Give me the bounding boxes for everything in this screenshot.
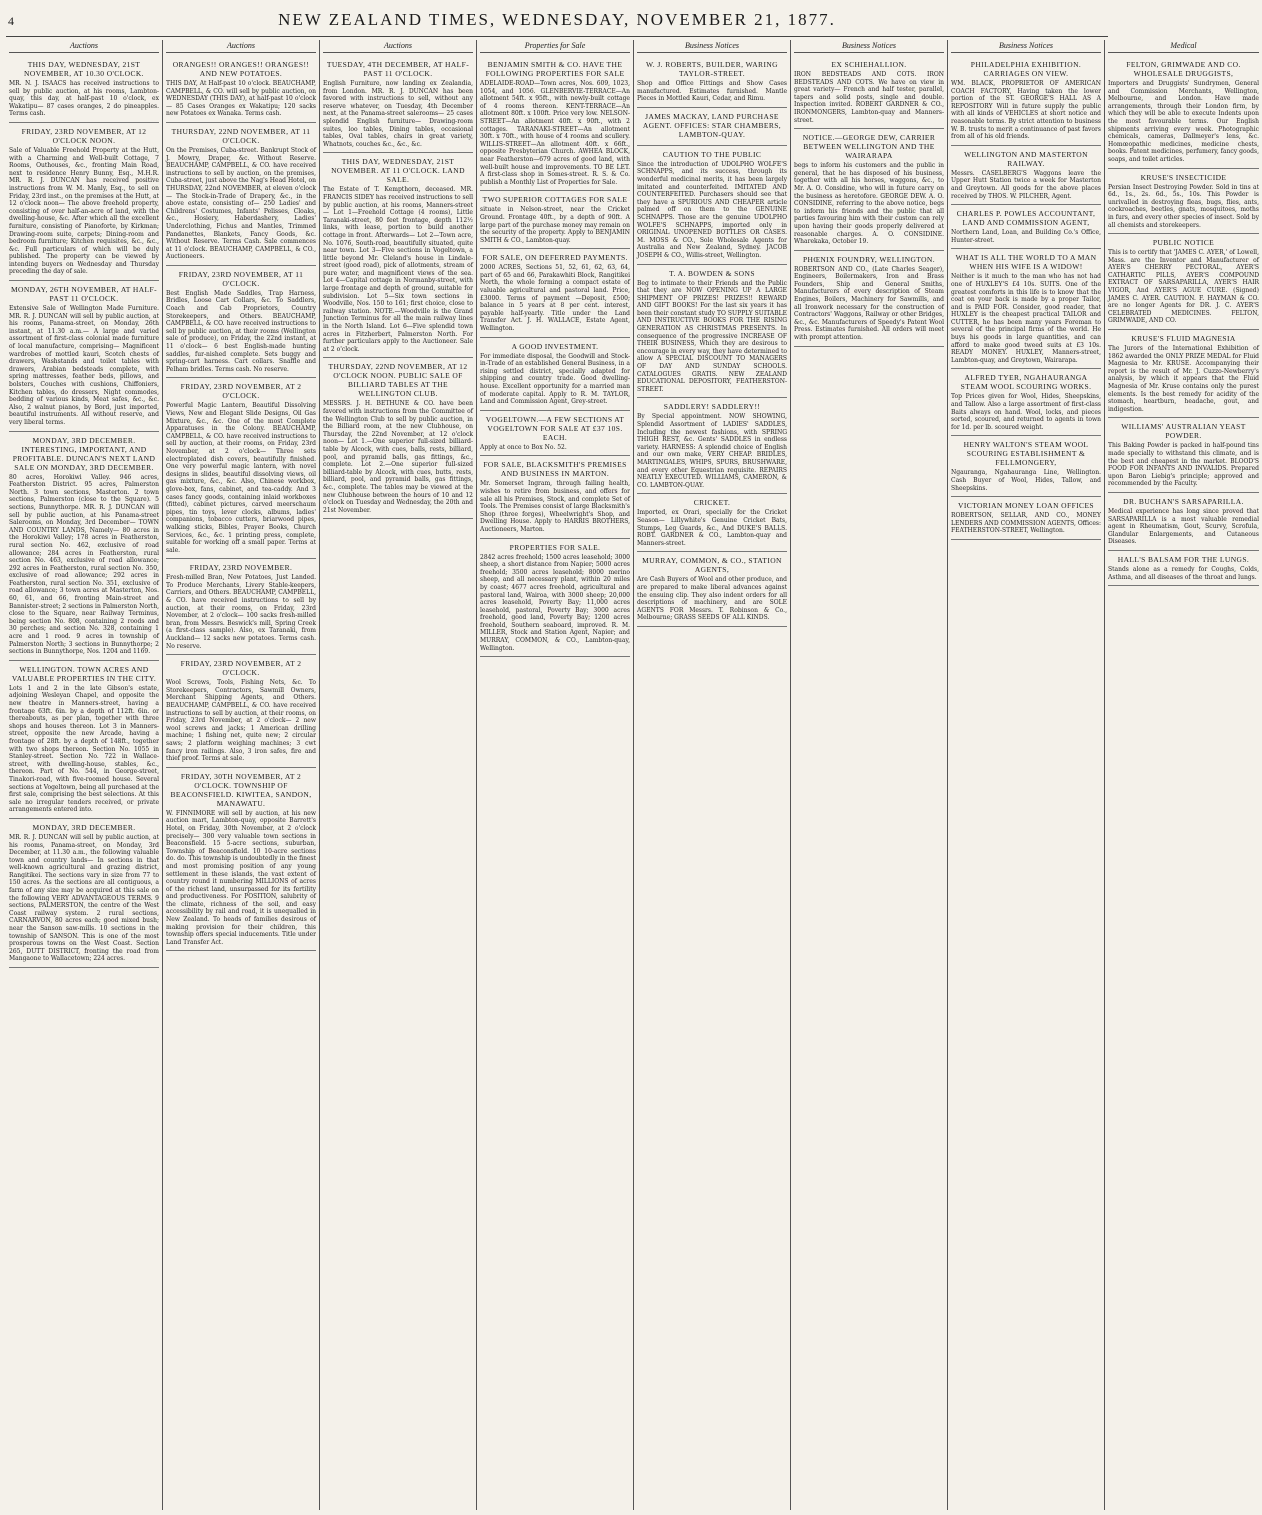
advertisement-body: By Special appointment. NOW SHOWING, Splendid Assortment of LADIES' SADDLES, Including the newest fashions, with SPRING THIGH REST, &c. Gents' SADDLES in endless variety. HARNESS: A splendid choice of English and our own make, VERY CHEAP. BRIDLES, MARTINGALES, WHIPS, SPURS, BRUSHWARE, and every other Equestrian requisite. REPAIRS NEATLY EXECUTED. WILLIAMS, CAMERON, & CO. LAMBTON-QUAY. (637, 413, 787, 489)
advertisement (480, 411, 630, 457)
advertisement (951, 205, 1101, 249)
columns-container (6, 40, 1259, 1510)
column-heading: Business Notices (637, 40, 787, 53)
advertisement (951, 249, 1101, 369)
advertisement-body: Are Cash Buyers of Wool and other produce, and are prepared to make liberal advances against the ensuing clip. They also indent orders for all descriptions of machinery, and are SOLE AGENTS FOR Messrs. T. Robinson & Co., Melbourne; GRASS SEEDS OF ALL KINDS. (637, 576, 787, 622)
advertisement-title: WELLINGTON AND MASTERTON RAILWAY. (964, 149, 1088, 168)
advertisement-title: T. A. BOWDEN & SONS (669, 268, 755, 278)
advertisement-title: FOR SALE, ON DEFERRED PAYMENTS. (482, 253, 628, 263)
column-heading: Auctions (9, 40, 159, 53)
advertisement-title: FRIDAY, 23RD NOVEMBER. (189, 563, 293, 573)
advertisement-body: Persian Insect Destroying Powder. Sold in tins at 6d., 1s., 2s. 6d., 5s., 10s. This Powder is unrivalled in destroying fleas, bugs, flies, ants, cockroaches, beetles, gnats, mosquitoes, moths in furs, and every other species of insect. Sold by all chemists and storekeepers. (1108, 183, 1259, 229)
advertisement-body: Beg to intimate to their Friends and the Public that they are NOW OPENING UP A LARGE SHIPMENT OF PRIZES! PRIZES!! REWARD AND GIFT BOOKS! For the last six years it has been their constant study TO SUPPLY SUITABLE AND INSTRUCTIVE BOOKS FOR THE RISING GENERATION AS CHRISTMAS PRESENTS. In consequence of the progressive INCREASE OF THEIR BUSINESS, Which they are desirous to encourage in every way, they have determined to allow A SPECIAL DISCOUNT TO MANAGERS OF DAY AND SUNDAY SCHOOLS. CATALOGUES GRATIS. NEW ZEALAND EDUCATIONAL DEPOSITORY, FEATHERSTON-STREET. (637, 279, 787, 393)
advertisement-title: PUBLIC NOTICE (1152, 238, 1215, 248)
advertisement (637, 494, 787, 552)
advertisement-title: CRICKET. (693, 498, 731, 508)
advertisement (794, 56, 944, 129)
advertisement-title: MONDAY, 3RD DECEMBER. INTERESTING, IMPORTANT, AND PROFITABLE. DUNCAN'S NEXT LAND SALE ON MONDAY, 3RD DECEMBER. (12, 435, 156, 472)
advertisement-title: TUESDAY, 4TH DECEMBER, AT HALF-PAST 11 O'CLOCK. (326, 60, 470, 78)
advertisement (951, 497, 1101, 540)
advertisement-body: MR. R. J. DUNCAN will sell by public auction, at his rooms, Panama-street, on Monday, 3rd December, at 11.30 a.m., the following valuable town and country lands— In sections in that well-known agricultural and grazing district, Rangitikei. The sections vary in size from 77 to 150 acres. As the sections are all contiguous, a farm of any size may be acquired at this sale on the following VERY ADVANTAGEOUS TERMS. 9 sections, PALMERSTON, the centre of the West Coast railway system. 2 rural sections, CARNARVON, 80 acres each; good mixed bush; near the Sanson saw-mills. 10 sections in the township of SANSON. This is one of the most prosperous towns on the West Coast. Section 265, DUTT DISTRICT, fronting the road from Mangaone to Wallacetown; 224 acres. (9, 833, 159, 963)
advertisement (9, 56, 159, 123)
advertisement (166, 768, 316, 952)
advertisement (166, 266, 316, 379)
advertisement-title: MONDAY, 3RD DECEMBER. (32, 822, 136, 832)
advertisement (951, 146, 1101, 205)
advertisement-body: MESSRS. J. H. BETHUNE & CO. have been favored with instructions from the Committee of the Wellington Club to sell by public auction, in the Billiard room, at the new Clubhouse, on Thursday, the 22nd November, at 12 o'clock noon— Lot 1.—One superior full-sized billiard-table by Alcock, with cues, balls, rests, billiard, pool, and pyramid balls, gas fittings, &c., complete. Lot 2.—One superior full-sized billiard-table by Alcock, with cues, butts, rests, billiard, pool, and pyramid balls, gas fittings, &c., complete. The tables may be viewed at the new Clubhouse between the hours of 10 and 12 o'clock on Tuesday and Wednesday, the 20th and 21st November. (323, 400, 473, 514)
advertisement (166, 123, 316, 266)
advertisement (637, 265, 787, 399)
advertisement (637, 56, 787, 108)
advertisement-body: Importers and Druggists' Sundrymen, General and Commission Merchants, Wellington, Melbourne, and London. Have made arrangements, through their London firm, by which they will be able to execute Indents upon the most favourable terms. Our English shipments arriving every week. Photographic chemicals, cameras, Dallmeyer's lens, &c. Homœopathic medicines, medicine chests, books. Patent medicines, perfumery, fancy goods, soaps, and toilet articles. (1108, 80, 1259, 163)
advertisement (480, 338, 630, 411)
masthead-rule (6, 36, 1108, 37)
advertisement-title: MONDAY, 26TH NOVEMBER, AT HALF-PAST 11 O'CLOCK. (10, 285, 158, 304)
column-8 (1105, 40, 1262, 1510)
advertisement-title: FRIDAY, 23RD NOVEMBER, AT 2 O'CLOCK. (180, 659, 302, 678)
advertisement (9, 432, 159, 661)
advertisement (323, 358, 473, 519)
column-4 (477, 40, 634, 1510)
advertisement-title: SADDLERY! SADDLERY!! (663, 402, 761, 412)
advertisement-body: 2000 ACRES, Sections 51, 52, 61, 62, 63, 64, part of 65 and 66, Parakawhiti Block, Rangitikei North, the whole forming a compact estate of valuable agricultural and pastoral land. Price, £3000. Terms of payment —Deposit, £500; balance in 5 years at 8 per cent. interest, payable half-yearly. Title under the Land Transfer Act. J. H. WALLACE, Estate Agent, Wellington. (480, 264, 630, 333)
advertisement-body: 80 acres, Horokiwi Valley. 946 acres, Featherston District. 95 acres, Palmerston North. 3 town sections, Masterton. 2 town sections, Palmerston (close to the Square). 5 sections, Bunnythorpe. MR. R. J. DUNCAN will sell by public auction, at his Panama-street Salerooms, on Monday, 3rd December— TOWN AND COUNTRY LANDS, Namely— 80 acres in the Horokiwi Valley; 178 acres in Featherston, rural section No. 462, exclusive of road allowance; 284 acres in Featherston, rural section No. 463, exclusive of road allowance; 292 acres in Featherston, rural section No. 350, exclusive of road allowance; 292 acres in Featherston, rural section No. 351, exclusive of road allowance; 3 town acres at Masterton, Nos. 60, 61, and 66, fronting Main-street and Bannister-street; 2 sections in Palmerston North, close to the Square, near Railway Terminus, being section No. 808, containing 2 roods and 30 perches; and section No. 328, containing 1 acre and 1 rood. 9 acres in township of Palmerston North; 3 sections in Bunnythorpe; 2 sections in Bunnythorpe, Nos. 1204 and 1169. (9, 473, 159, 656)
advertisement (480, 56, 630, 191)
advertisement-title: TWO SUPERIOR COTTAGES FOR SALE (482, 195, 628, 205)
advertisement (480, 456, 630, 538)
column-heading: Properties for Sale (480, 40, 630, 53)
advertisement-body: Messrs. CASELBERG'S Waggons leave the Upper Hutt Station twice a week for Masterton and Greytown. All goods for the above places received by THOS. W. PILCHER, Agent. (951, 169, 1101, 200)
advertisement-body: On the Premises, Cuba-street. Bankrupt Stock of J. Mowry, Draper, &c. Without Reserve. BEAUCHAMP, CAMPBELL, & CO. have received instructions to sell by auction, on the premises, Cuba-street, just above the Nag's Head Hotel, on THURSDAY, 22nd NOVEMBER, at eleven o'clock— The Stock-in-Trade of Drapery, &c., in the above estate, consisting of— 250 Ladies' and Childrens' Costumes, Infants' Pelisses, Cloaks, &c., Hosiery, Haberdashery, Ladies' Underclothing, Fichus and Mantles, Trimmed Pandanettes, Blankets, Fancy Goods, &c. Without Reserve. Terms Cash. Sale commences at 11 o'clock. BEAUCHAMP, CAMPBELL, & CO., Auctioneers. (166, 146, 316, 261)
advertisement-title: HENRY WALTON'S STEAM WOOL SCOURING ESTABLISHMENT & FELLMONGERY, (963, 440, 1089, 468)
advertisement (637, 146, 787, 265)
advertisement-body: Northern Land, Loan, and Building Co.'s Office, Hunter-street. (951, 229, 1101, 244)
advertisement (166, 559, 316, 655)
advertisement (9, 819, 159, 968)
advertisement-body: The Jurors of the International Exhibition of 1862 awarded the ONLY PRIZE MEDAL for Fluid Magnesia to Mr. KRUSE. Accompanying their report is the result of Mr. J. Cuzzo-Newberry's analysis, by which it appears that the Fluid Magnesia of Mr. Kruse contains only the purest elements. Is the best remedy for acidity of the stomach, heartburn, headache, gout, and indigestion. (1108, 345, 1259, 413)
advertisement (9, 281, 159, 432)
advertisement (951, 436, 1101, 497)
advertisement (1108, 169, 1259, 235)
advertisement-body: ROBERTSON, SELLAR, AND CO., MONEY LENDERS AND COMMISSION AGENTS, Offices: FEATHERSTON-STREET, Wellington. (951, 512, 1101, 535)
advertisement-title: FRIDAY, 23RD NOVEMBER, AT 11 O'CLOCK. (178, 269, 304, 288)
advertisement-body: Since the introduction of UDOLPHO WOLFE'S SCHNAPPS, and its success, through its wonderful medicinal merits, it has been largely imitated and counterfeited. IMITATED AND COUNTERFEITED. Purchasers should see that they have a SPURIOUS AND CHEAPER article palmed off on them to the GENUINE SCHNAPPS. Those are the genuine UDOLPHO WOLFE'S SCHNAPPS, imported only in ORIGINAL UNOPENED BOTTLES OR CASES. M. MOSS & CO., Sole Wholesale Agents for Australia and New Zealand, Sydney. JACOB JOSEPH & CO., Willis-street, Wellington. (637, 160, 787, 259)
advertisement-title: ORANGES!! ORANGES!! ORANGES!! AND NEW POTATOES. (172, 60, 310, 78)
newspaper-title: NEW ZEALAND TIMES, WEDNESDAY, NOVEMBER 21, 1877. (278, 10, 836, 29)
advertisement-body: Stands alone as a remedy for Coughs, Colds, Asthma, and all diseases of the throat and lungs. (1108, 565, 1259, 581)
column-5 (634, 40, 791, 1510)
advertisement-body: Top Prices given for Wool, Hides, Sheepskins, and Tallow. Also a large assortment of first-class Baits always on hand. Wool, locks, and pieces sorted, scoured, and returned to agents in town for 1d. per lb. scoured weight. (951, 393, 1101, 431)
advertisement (794, 129, 944, 251)
advertisement-title: BENJAMIN SMITH & CO. HAVE THE FOLLOWING PROPERTIES FOR SALE (485, 60, 625, 78)
advertisement-body: MR. N. J. ISAACS has received instructions to sell by public auction, at his rooms, Lambton-quay, this day, at half-past 10 o'clock, ex Wakatipu— 87 cases oranges, 2 do pineapples. Terms cash. (9, 80, 159, 118)
column-1 (6, 40, 163, 1510)
advertisement (1108, 418, 1259, 493)
advertisement-title: MURRAY, COMMON, & CO., STATION AGENTS, (642, 556, 782, 575)
advertisement-body: English Furniture, now landing ex Zealandia, from London. MR. R. J. DUNCAN has been favored with instructions to sell, without any reserve whatever, on Tuesday, 4th December next, at the Panama-street salerooms— 25 cases splendid English furniture— Drawing-room suites, loo tables, Dining tables, occasional tables, Oval tables, chairs in great variety, Whatnots, couches &c., &c., &c. (323, 80, 473, 148)
advertisement (1108, 551, 1259, 586)
advertisement (1108, 234, 1259, 330)
advertisement-title: JAMES MACKAY, LAND PURCHASE AGENT. OFFICES: STAR CHAMBERS, LAMBTON-QUAY. (642, 111, 782, 139)
advertisement-body: begs to inform his customers and the public in general, that he has disposed of his business, together with all his horses, waggons, &c., to Mr. A. O. Considine, who will in future carry on the business as heretofore. GEORGE DEW. A. O. CONSIDINE, referring to the above notice, begs to inform his friends and the public that all parties favouring him with their custom can rely upon having their goods properly delivered at reasonable charges. A. O. CONSIDINE. Wharekaka, October 19. (794, 162, 944, 246)
advertisement (166, 655, 316, 768)
advertisement-body: THIS DAY, At Half-past 10 o'clock. BEAUCHAMP, CAMPBELL, & CO. will sell by public auction, on WEDNESDAY (THIS DAY), at half-past 10 o'clock— 85 Cases Oranges ex Wakatipu; 120 sacks new Potatoes ex Wanaka. Terms cash. (166, 80, 316, 118)
advertisement (323, 153, 473, 358)
advertisement-body: situate in Nelson-street, near the Cricket Ground. Frontage 40ft., by a depth of 90ft. A large part of the purchase money may remain on the security of the property. Apply to BENJAMIN SMITH & CO., Lambton-quay. (480, 206, 630, 244)
advertisement-body: ROBERTSON AND CO., (Late Charles Seager), Engineers, Boilermakers, Iron and Brass Founders, Ship and General Smiths, Manufacturers of every description of Steam Engines, Boilers, Machinery for Sawmills, and all Ironwork necessary for the construction of Contractors' Waggons, Railway or other Bridges, &c., &c. Manufacturers of Speedy's Patent Wool Press. Estimates furnished. All orders will meet with prompt attention. (794, 265, 944, 342)
advertisement-body: ADELAIDE-ROAD—Town acres, Nos. 609, 1023, 1054, and 1056. GLENBERVIE-TERRACE—An allotment 54ft. x 95ft., with newly-built cottage of 4 rooms thereon. KENT-TERRACE—An allotment 80ft. x 100ft. Price very low. NELSON-STREET—An allotment 40ft. x 90ft., with 2 cottages. TARANAKI-STREET—An allotment 30ft. x 70ft., with house of 4 rooms and scullery. WILLIS-STREET—An allotment 40ft. x 66ft., opposite Presbyterian Church. AWHEA BLOCK, near Featherston—679 acres of good land, with well-built house and improvements. TO BE LET. A first-class shop in Somes-street. R. S. & Co. publish a Monthly List of Properties for Sale. (480, 80, 630, 186)
advertisement (637, 552, 787, 627)
advertisement-title: WELLINGTON. TOWN ACRES AND VALUABLE PROPERTIES IN THE CITY. (11, 664, 157, 683)
advertisement-title: CAUTION TO THE PUBLIC (662, 149, 762, 159)
advertisement-title: FRIDAY, 23RD NOVEMBER, AT 2 O'CLOCK. (180, 382, 302, 401)
advertisement-title: FELTON, GRIMWADE AND CO. WHOLESALE DRUGGISTS, (1126, 60, 1241, 78)
advertisement-body: Lots 1 and 2 in the late Gibson's estate, adjoining Wesleyan Chapel, and opposite the new theatre in Manners-street, having a frontage 63ft. 6in. by a depth of 112ft. 6in. or thereabouts, as per plan, together with three shops and houses thereon. Lot 3 in Manners-street, opposite the new Arcade, having a frontage of 28ft. by a depth of 148ft., together with two shops thereon. Section No. 1055 in Stanley-street. Section No. 722 in Wallace-street, with dwelling-house, stables, &c., thereon. Part of No. 544, in George-street, Tinakori-road, with five-roomed house. Several sections at Vogeltown, being all purchased at the first sale, comprising the best selections. At this sale no irregular tenders received, or private arrangements entered into. (9, 684, 159, 814)
advertisement (794, 251, 944, 347)
column-heading: Medical (1108, 40, 1259, 53)
advertisement-title: FOR SALE, BLACKSMITH'S PREMISES AND BUSINESS IN MARTON. (483, 460, 627, 479)
advertisement-body: Neither is it much to the man who has not had one of HUXLEY'S £4 10s. SUITS. One of the greatest comforts in this life is to know that the coat on your back is made by a proper Tailor, and is PAID FOR. Consider, good reader, that HUXLEY is the cheapest practical TAILOR and CUTTER, he has been many years Foreman to several of the principal firms of the world. He buys his goods in large quantities, and can afford to make good tweed suits at £3 10s. READY MONEY. HUXLEY, Manners-street, Lambton-quay, and Greytown, Wairarapa. (951, 273, 1101, 364)
advertisement (637, 108, 787, 146)
masthead (0, 10, 1114, 36)
advertisement-title: KRUSE'S INSECTICIDE (1140, 172, 1227, 182)
advertisement-body: Apply at once to Box No. 52. (480, 443, 567, 451)
advertisement-title: FRIDAY, 23RD NOVEMBER, AT 12 O'CLOCK NOON. (21, 126, 147, 145)
advertisement (9, 123, 159, 281)
advertisement (951, 56, 1101, 146)
advertisement (323, 56, 473, 153)
advertisement-title: CHARLES P. POWLES ACCOUNTANT, LAND AND COMMISSION AGENT, (956, 209, 1096, 228)
column-heading: Business Notices (951, 40, 1101, 53)
advertisement-title: FRIDAY, 30TH NOVEMBER, AT 2 O'CLOCK. TOWNSHIP OF BEACONSFIELD. KIWITEA, SANDON, MANAWATU. (170, 771, 312, 808)
advertisement-body: Extensive Sale of Wellington Made Furniture. MR. R. J. DUNCAN will sell by public auction, at his rooms, Panama-street, on Monday, 26th instant, at 11.30 a.m.— A large and varied assortment of first-class colonial made furniture of local manufacture, comprising— Magnificent wardrobes of mottled kauri, Scotch chests of drawers, Washstands and toilet tables with drawers, Arabian bedsteads complete, with spring mattresses, feather beds, pillows, and bolsters, Couches with cushions, Chiffoniers, Kitchen tables, do dressers, Night commodes, bedding of various kinds, Meat safes, &c., &c. Also, 2 walnut pianos, by Bord, just imported, beautiful instruments. All without reserve, and very liberal terms. (9, 305, 159, 426)
advertisement (951, 369, 1101, 436)
advertisement-body: Best English Made Saddles, Trap Harness, Bridles, Loose Cart Collars, &c. To Saddlers, Coach and Cab Proprietors, Country Storekeepers, and Others. BEAUCHAMP, CAMPBELL, & CO. have received instructions to sell by public auction, at their rooms (Wellington sale of produce), on Friday, the 22nd instant, at 11 o'clock— 6 best English-made hunting saddles, fur-nished complete. Sets buggy and spring-cart harness. Cart collars. Snaffle and Pelham bridles. Terms cash. No reserve. (166, 289, 316, 373)
advertisement (1108, 330, 1259, 418)
advertisement-body: The Estate of T. Kempthorn, deceased. MR. FRANCIS SIDEY has received instructions to sell by public auction, at his rooms, Manners-street— Lot 1—Freehold Cottage (4 rooms), Little Taranaki-street, 80 feet frontage, depth 112½ links, with lease, portion to build another cottage in front. Afterwards— Lot 2—Town acre, No. 1076, South-road, beautifully situated, quite near town. Lot 3—Five sections in Vogeltown, a little beyond Mr. Cleland's house in Lindale-street (good road), pick of allotments, stream of pure water, and magnificent views of the sea. Lot 4—Capital cottage in Normanby-street, with large frontage and depth of ground, suitable for subdivision. Lot 5—Six town sections in Woodville, Nos. 150 to 161; first choice, close to railway station. NOTE.—Woodville is the Grand Junction Terminus for all the main railway lines in the North Island. Lot 6—Five splendid town acres in Fitzherbert, Palmerston North. For further particulars apply to the Auctioneer. Sale at 2 o'clock. (323, 186, 473, 353)
column-3 (320, 40, 477, 1510)
advertisement-title: DR. BUCHAN'S SARSAPARILLA. (1123, 496, 1244, 506)
column-heading: Auctions (323, 40, 473, 53)
advertisement (480, 539, 630, 658)
advertisement-body: W. FINNIMORE will sell by auction, at his new auction mart, Lambton-quay, opposite Barrett's Hotel, on Friday, 30th November, at 2 o'clock precisely— 300 very valuable town sections in Beaconsfield. 15 5-acre sections, suburban, Township of Beaconsfield. 10 10-acre sections do. do. This township is undoubtedly in the finest and most promising position of any young settlement in these islands, the vast extent of country round it numbering MILLIONS of acres of the richest land, unsurpassed for its fertility and productiveness. For POSITION, salubrity of the climate, richness of the soil, and easy accessibility by rail and road, it is unequalled in New Zealand. To heads of families desirous of making provision for their children, this township offers special inducements. Title under Land Transfer Act. (166, 809, 316, 946)
column-heading: Auctions (166, 40, 316, 53)
advertisement-title: THIS DAY, WEDNESDAY, 21ST NOVEMBER. AT 11 O'CLOCK. LAND SALE. (331, 157, 465, 185)
advertisement-title: W. J. ROBERTS, BUILDER, WARING TAYLOR-STREET. (646, 60, 778, 78)
column-2 (163, 40, 320, 1510)
advertisement-title: PHŒNIX FOUNDRY, WELLINGTON. (802, 254, 936, 264)
advertisement-title: NOTICE.—GEORGE DEW, CARRIER BETWEEN WELLINGTON AND THE WAIRARAPA (802, 133, 936, 161)
advertisement-title: THURSDAY, 22ND NOVEMBER, AT 12 O'CLOCK NOON. PUBLIC SALE OF BILLIARD TABLES AT THE WELLINGTON CLUB. (328, 362, 468, 399)
advertisement-body: This is to certify that 'JAMES C. AYER,' of Lowell, Mass. are the Inventor and Manufacturer of AYER'S CHERRY PECTORAL, AYER'S CATHARTIC PILLS, AYER'S COMPOUND EXTRACT OF SARSAPARILLA, AYER'S HAIR VIGOR, And AYER'S AGUE CURE. (Signed) JAMES C. AYER. CAUTION. F. HAYMAN & CO. are no longer Agents for DR. J. C. AYER'S CELEBRATED MEDICINES. FELTON, GRIMWADE, AND CO. (1108, 249, 1259, 325)
advertisement-body: Powerful Magic Lantern, Beautiful Dissolving Views, New and Elegant Slide Designs, Oil Gas Mixture, &c., &c. One of the most Complete Apparatuses in the Colony. BEAUCHAMP, CAMPBELL, & CO. have received instructions to sell by auction, at their rooms, on Friday, 23rd November, at 2 o'clock— Three sets electroplated dish covers, beautifully finished. One very powerful magic lantern, with novel designs in slides, beautiful dissolving views, oil gas mixture, &c., &c. Also, Chinese workbox, glove-box, fans, cabinet, and tea-caddy. And 3 cases fancy goods, containing inlaid workboxes (fitted), cabinet pictures, carved meerschaum pipes, tin toys, lever clocks, albums, ladies' companions, tobacco cutters, briarwood pipes, walking sticks, Bibles, Prayer Books, Church Services, &c., &c. 1 printing press, complete, suitable for working off a small paper. Terms at sale. (166, 402, 316, 554)
column-6 (791, 40, 948, 1510)
advertisement-title: HALL'S BALSAM FOR THE LUNGS. (1117, 554, 1250, 564)
advertisement (480, 191, 630, 249)
advertisement-title: THIS DAY, WEDNESDAY, 21ST NOVEMBER, AT 10.30 O'CLOCK. (24, 60, 144, 78)
advertisement-body: Imported, ex Orari, specially for the Cricket Season— Lillywhite's Genuine Cricket Bats, Stumps, Leg Guards, &c., And DUKE'S BALLS. ROBT. GARDNER & CO., Lambton-quay and Manners-street. (637, 509, 787, 547)
advertisement-body: Sale of Valuable Freehold Property at the Hutt, with a Charming and Well-built Cottage, 7 Rooms, Outhouses, &c., fronting Main Road, next to residence Henry Bunny, Esq., M.H.R. MR. R. J. DUNCAN has received positive instructions from W. M. Manly, Esq., to sell on Friday, 23rd inst., on the premises at the Hutt, at 12 o'clock noon— The above freehold property, consisting of over half-an-acre of land, with the dwelling-house, &c. After which all the excellent furniture, consisting of Pianoforte, by Kirkman; Drawing-room suite, carpets; Dining-room and bedroom furniture; Kitchen requisites, &c., &c., &c. Full particulars of which will be duly published. The property can be viewed by intending buyers on Wednesday and Thursday preceding the day of sale. (9, 146, 159, 276)
advertisement-body: For immediate disposal, the Goodwill and Stock-in-Trade of an established General Business, in a rising settled district, specially adapted for shipping and country trade. Good dwelling-house. Excellent opportunity for a married man of moderate capital. Apply to R. M. TAYLOR, Land and Commission Agent, Grey-street. (480, 352, 630, 406)
advertisement-body: Ngauranga, Ngahauranga Line, Wellington. Cash Buyer of Wool, Hides, Tallow, and Sheepskins. (951, 469, 1101, 492)
advertisement-title: EX SCHIEHALLION. (831, 60, 907, 69)
advertisement-title: WILLIAMS' AUSTRALIAN YEAST POWDER. (1121, 422, 1246, 441)
advertisement (9, 661, 159, 819)
advertisement-title: WHAT IS ALL THE WORLD TO A MAN WHEN HIS WIFE IS A WIDOW! (955, 253, 1097, 272)
advertisement-body: 2842 acres freehold; 1500 acres leasehold; 3000 sheep, a short distance from Napier; 5000 acres freehold; 3500 acres leasehold; 8000 merino sheep, and all necessary plant, within 20 miles by coast; 4677 acres freehold, agricultural and pastoral land, Wairoa, with 3000 sheep; 20,000 acres leasehold, Poverty Bay; 11,000 acres leasehold, pastoral, Poverty Bay; 3000 acres freehold, good land, Poverty Bay; 1200 acres freehold, Southern seaboard, improved. R. M. MILLER, Stock and Station Agent, Napier; and MURRAY, COMMON, & CO., Lambton-quay, Wellington. (480, 553, 630, 652)
advertisement-body: Medical experience has long since proved that SARSAPARILLA is a most valuable remedial agent in Rheumatism, Gout, Scurvy, Scrofula, Glandular Enlargements, and Cutaneous Diseases. (1108, 507, 1259, 546)
advertisement-body: Fresh-milled Bran, New Potatoes, Just Landed. To Produce Merchants, Livery Stable-keepers, Carriers, and Others. BEAUCHAMP, CAMPBELL, & CO. have received instructions to sell by auction, at their rooms, on Friday, 23rd November, at 2 o'clock— 100 sacks fresh-milled bran, from Messrs. Beswick's mill, Spring Creek (a first-class sample). Also, ex Taranaki, from Auckland— 12 sacks new potatoes. Terms cash. No reserve. (166, 574, 316, 650)
page-number: 4 (8, 14, 14, 28)
advertisement-body: Wool Screws, Tools, Fishing Nets, &c. To Storekeepers, Contractors, Sawmill Owners, Merchant Shipping Agents, and Others. BEAUCHAMP, CAMPBELL, & CO. have received instructions to sell by auction, at their rooms, on Friday, 23rd November, at 2 o'clock— 2 new wool screws and jacks; 1 American drilling machine; 1 fishing net, quite new; 2 circular saws; 2 platform weighing machines; 3 cwt fancy iron railings. Also, 3 iron safes, fire and thief proof. Terms at sale. (166, 679, 316, 763)
advertisement-title: THURSDAY, 22ND NOVEMBER, AT 11 O'CLOCK. (171, 126, 311, 145)
advertisement (166, 56, 316, 123)
advertisement-title: ALFRED TYER, NGAHAURANGA STEAM WOOL SCOURING WORKS. (960, 373, 1092, 392)
advertisement-title: PHILADELPHIA EXHIBITION. CARRIAGES ON VIEW. (970, 60, 1082, 78)
advertisement (1108, 493, 1259, 551)
advertisement (166, 378, 316, 559)
column-heading: Business Notices (794, 40, 944, 53)
advertisement (1108, 56, 1259, 169)
advertisement-title: VOGELTOWN.—A FEW SECTIONS AT VOGELTOWN FOR SALE AT £37 10S. EACH. (485, 414, 625, 442)
advertisement-title: VICTORIAN MONEY LOAN OFFICES (958, 501, 1094, 511)
advertisement-title: KRUSE'S FLUID MAGNESIA (1131, 334, 1236, 344)
advertisement (480, 249, 630, 337)
advertisement-body: Mr. Somerset Ingram, through failing health, wishes to retire from business, and offers for sale all his Premises, Stock, and complete Set of Tools. The Premises consist of large Blacksmith's Shop (three forges), Wheelwright's Shop, and Dwelling House. Apply to HARRIS BROTHERS, Auctioneers, Marton. (480, 480, 630, 533)
column-7 (948, 40, 1105, 1510)
advertisement (637, 398, 787, 494)
advertisement-body: This Baking Powder is packed in half-pound tins made specially to withstand this climate, and is the best and cheapest in the market. BLOOD'S FOOD FOR INFANTS AND INVALIDS. Prepared upon Baron Liebig's principle; approved and recommended by the Faculty. (1108, 442, 1259, 488)
advertisement-body: IRON BEDSTEADS AND COTS. IRON BEDSTEADS AND COTS. We have on view in great variety— French and half tester, parallel, tapers and solid posts, single and double. Inspection invited. ROBERT GARDNER & CO., IRONMONGERS, Lambton-quay and Manners-street. (794, 71, 944, 124)
advertisement-body: WM. BLACK, PROPRIETOR OF AMERICAN COACH FACTORY, Having taken the lower portion of the ST. GEORGE'S HALL AS A REPOSITORY Will in future supply the public with all kinds of VEHICLES at short notice and reasonable terms. By strict attention to business W. B. trusts to merit a continuance of past favors from all of his old friends. (951, 80, 1101, 141)
advertisement-title: PROPERTIES FOR SALE. (509, 542, 601, 552)
advertisement-title: A GOOD INVESTMENT. (511, 341, 599, 351)
advertisement-body: Shop and Office Fittings and Show Cases manufactured. Estimates furnished. Mantle Pieces in Mottled Kauri, Cedar, and Rimu. (637, 80, 787, 103)
